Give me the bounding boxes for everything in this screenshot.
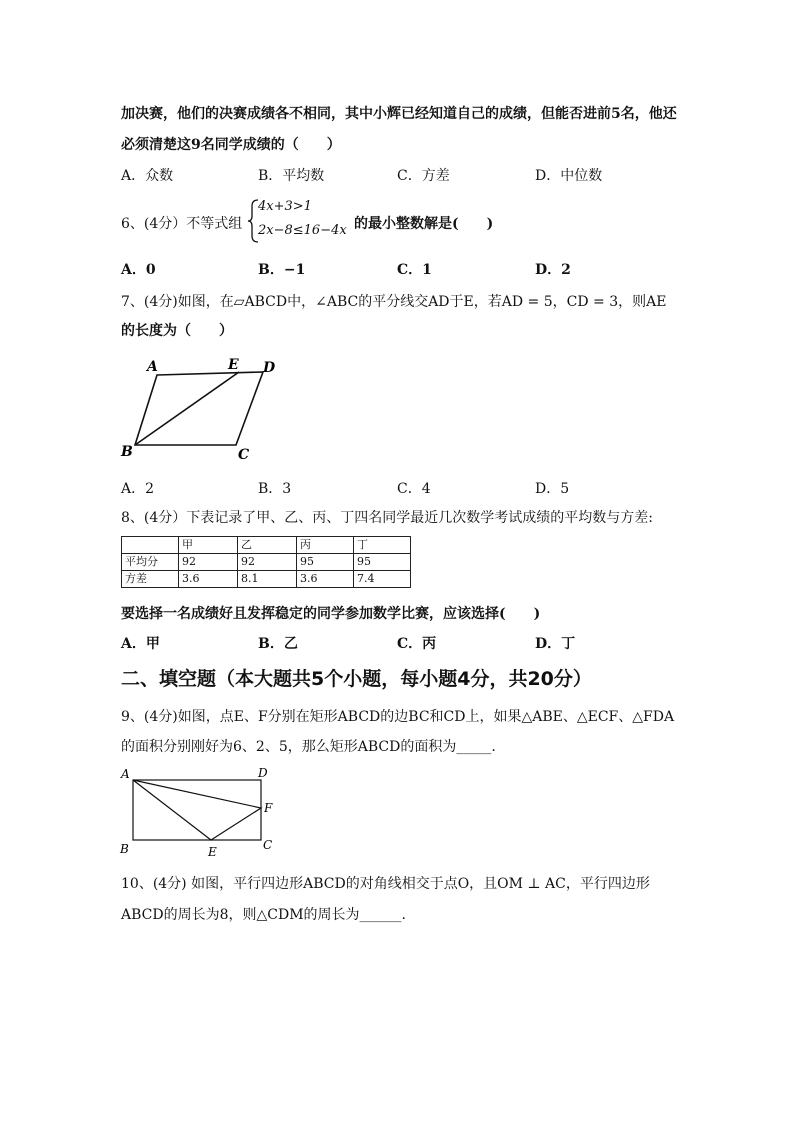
q9-text-line2: 的面积分别刚好为6、2、5，那么矩形ABCD的面积为_____. — [121, 739, 496, 755]
table-cell: 方差 — [122, 571, 179, 588]
q8-text-line1: 8、(4分）下表记录了甲、乙、丙、丁四名同学最近几次数学考试成绩的平均数与方差: — [121, 510, 653, 526]
label-f: F — [264, 801, 273, 815]
table-cell: 92 — [179, 554, 238, 571]
table-header-row — [122, 537, 411, 554]
label-c: C — [263, 838, 273, 852]
parallelogram-abcd — [135, 372, 263, 445]
q6-option-c: C．1 — [397, 262, 432, 278]
q8-option-b: B．乙 — [258, 636, 298, 652]
q7-text-line1: 7、(4分)如图，在▱ABCD中，∠ABC的平分线交AD于E，若AD = 5，CD = 3，则AE — [121, 294, 667, 310]
label-b: B — [121, 444, 133, 460]
table-cell: 平均分 — [122, 554, 179, 571]
label-d: D — [258, 766, 268, 780]
q9-rectangle-figure — [115, 764, 285, 860]
q5-text-line1: 加决赛，他们的决赛成绩各不相同，其中小辉已经知道自己的成绩，但能否进前5名，他还 — [121, 106, 677, 122]
table-cell: 95 — [354, 554, 411, 571]
q10-text-line1: 10、(4分) 如图，平行四边形ABCD的对角线相交于点O，且OM ⊥ AC，平行四边形 — [121, 876, 650, 892]
bisector-be — [135, 372, 239, 445]
label-d: D — [263, 360, 276, 376]
q7-option-d: D．5 — [535, 481, 570, 497]
q8-score-table — [121, 536, 411, 588]
q6-inequality-1: 4x+3>1 — [258, 199, 312, 214]
q8-option-d: D．丁 — [535, 636, 576, 652]
section-title-fill-in: 二、填空题（本大题共5个小题，每小题4分，共20分） — [121, 668, 592, 690]
q6-option-b: B．−1 — [258, 262, 306, 278]
table-cell: 95 — [297, 554, 354, 571]
q7-option-a: A．2 — [121, 481, 155, 497]
q6-prefix: 6、(4分）不等式组 — [121, 216, 243, 232]
rectangle-abcd — [133, 780, 261, 840]
q7-text-line2: 的长度为（ ） — [121, 323, 233, 339]
table-row — [122, 554, 411, 571]
label-e: E — [208, 845, 217, 859]
q7-parallelogram-figure — [115, 352, 285, 464]
table-row — [122, 571, 411, 588]
label-b: B — [120, 842, 129, 856]
q8-option-a: A．甲 — [121, 636, 160, 652]
table-cell — [122, 537, 179, 554]
q5-option-a: A．众数 — [121, 168, 174, 184]
table-cell: 乙 — [238, 537, 297, 554]
q5-option-c: C．方差 — [397, 168, 450, 184]
label-a: A — [121, 767, 130, 781]
q6-suffix: 的最小整数解是( ) — [354, 216, 494, 232]
q6-option-d: D．2 — [535, 262, 571, 278]
q5-option-b: B．平均数 — [258, 168, 325, 184]
q8-text-line2: 要选择一名成绩好且发挥稳定的同学参加数学比赛，应该选择( ) — [121, 606, 541, 622]
table-cell: 甲 — [179, 537, 238, 554]
q6-inequality-2: 2x−8≤16−4x — [258, 223, 347, 238]
label-a: A — [147, 359, 158, 375]
table-cell: 92 — [238, 554, 297, 571]
label-e: E — [228, 357, 239, 373]
table-cell: 3.6 — [179, 571, 238, 588]
q7-option-c: C．4 — [397, 481, 431, 497]
q5-text-line2: 必须清楚这9名同学成绩的（ ） — [121, 137, 341, 153]
q6-option-a: A．0 — [121, 262, 156, 278]
q7-option-b: B．3 — [258, 481, 292, 497]
table-cell: 丙 — [297, 537, 354, 554]
q5-option-d: D．中位数 — [535, 168, 603, 184]
q8-option-c: C．丙 — [397, 636, 437, 652]
table-cell: 丁 — [354, 537, 411, 554]
table-cell: 7.4 — [354, 571, 411, 588]
q9-text-line1: 9、(4分)如图，点E、F分别在矩形ABCD的边BC和CD上，如果△ABE、△ECF、△FDA — [121, 709, 675, 725]
table-cell: 8.1 — [238, 571, 297, 588]
triangle-aef — [133, 780, 261, 840]
q10-text-line2: ABCD的周长为8，则△CDM的周长为______. — [121, 907, 406, 923]
table-cell: 3.6 — [297, 571, 354, 588]
label-c: C — [238, 447, 250, 463]
